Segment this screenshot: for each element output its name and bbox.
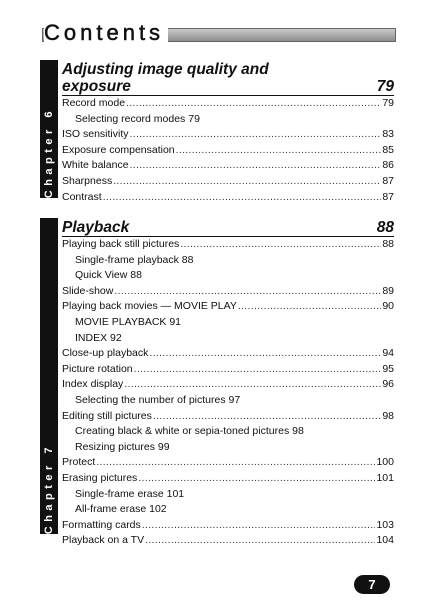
page-number-badge: 7 — [354, 575, 390, 594]
chapter-6-entries — [62, 96, 394, 205]
toc-leader-dots — [134, 362, 382, 378]
chapter-6-section — [40, 60, 394, 203]
toc-entry[interactable] — [62, 346, 394, 362]
chapter-7-page: 88 — [376, 219, 394, 236]
toc-entry[interactable] — [62, 377, 394, 393]
toc-entry-page: 103 — [376, 518, 394, 531]
chapter-7-title-line1: Playback — [62, 219, 130, 236]
toc-entry[interactable] — [62, 237, 394, 253]
toc-entry-page: 79 — [382, 97, 394, 109]
toc-entry-page: 90 — [382, 300, 394, 313]
toc-entry-label: Slide-show — [62, 284, 114, 297]
contents-title-wrap — [44, 20, 168, 46]
toc-entry-page: 104 — [376, 534, 394, 547]
toc-entry-label: Protect — [62, 456, 96, 469]
toc-entry[interactable] — [62, 284, 394, 300]
toc-subentry[interactable]: MOVIE PLAYBACK 91 — [75, 315, 182, 328]
toc-entry-label: Record mode — [62, 97, 126, 109]
toc-leader-dots — [126, 96, 381, 112]
toc-entry[interactable] — [62, 174, 394, 190]
toc-entry-page: 101 — [376, 471, 394, 484]
toc-entry-label: Playback on a TV — [62, 534, 145, 547]
toc-entry-label: ISO sensitivity — [62, 128, 129, 141]
toc-entry-page: 98 — [382, 409, 394, 422]
toc-entry[interactable] — [62, 362, 394, 378]
toc-entry[interactable] — [62, 143, 394, 159]
chapter-7-heading — [62, 219, 394, 237]
toc-entry-label: Playing back movies — MOVIE PLAY — [62, 300, 237, 313]
toc-entry-label: Exposure compensation — [62, 143, 175, 156]
toc-entry[interactable] — [62, 127, 394, 143]
toc-leader-dots — [145, 533, 375, 549]
toc-entry-page: 87 — [382, 174, 394, 187]
contents-title: Contents — [44, 20, 168, 45]
toc-entry-page: 87 — [382, 190, 394, 203]
toc-leader-dots — [149, 346, 381, 362]
toc-entry-page: 96 — [382, 378, 394, 391]
chapter-7-entries — [62, 237, 394, 549]
toc-leader-dots — [96, 455, 375, 471]
toc-entry[interactable] — [62, 518, 394, 534]
toc-subentry[interactable]: Creating black & white or sepia-toned pictures 98 — [75, 425, 304, 438]
toc-subentry[interactable]: Quick View 88 — [75, 269, 142, 282]
toc-entry-page: 86 — [382, 159, 394, 172]
toc-leader-dots — [130, 127, 382, 143]
toc-entry-label: Index display — [62, 378, 124, 391]
chapter-6-title-line1: Adjusting image quality and — [62, 61, 269, 78]
chapter-6-title-line2: exposure — [62, 78, 131, 95]
chapter-6-heading — [62, 61, 394, 96]
toc-entry-label: Picture rotation — [62, 362, 133, 375]
toc-subentry[interactable]: Selecting the number of pictures 97 — [75, 393, 241, 406]
toc-entry-label: Erasing pictures — [62, 471, 138, 484]
toc-leader-dots — [176, 143, 382, 159]
toc-entry[interactable] — [62, 471, 394, 487]
toc-leader-dots — [180, 237, 381, 253]
toc-entry-page: 100 — [376, 456, 394, 469]
toc-leader-dots — [114, 284, 381, 300]
toc-entry[interactable] — [62, 158, 394, 174]
toc-entry-page: 83 — [382, 128, 394, 141]
toc-entry[interactable] — [62, 409, 394, 425]
toc-entry-page: 85 — [382, 143, 394, 156]
toc-entry-page: 95 — [382, 362, 394, 375]
toc-entry-label: Contrast — [62, 190, 102, 203]
toc-subentry[interactable]: Resizing pictures 99 — [75, 440, 170, 453]
toc-leader-dots — [103, 190, 382, 206]
toc-entry[interactable] — [62, 455, 394, 471]
toc-subentry[interactable]: Selecting record modes 79 — [75, 112, 200, 125]
toc-leader-dots — [113, 174, 381, 190]
toc-subentry[interactable]: Single-frame playback 88 — [75, 253, 194, 266]
toc-subentry[interactable]: INDEX 92 — [75, 331, 122, 344]
toc-entry[interactable] — [62, 96, 394, 112]
toc-entry-label: White balance — [62, 159, 129, 172]
toc-leader-dots — [142, 518, 376, 534]
toc-leader-dots — [238, 299, 381, 315]
toc-entry-label: Formatting cards — [62, 518, 141, 531]
toc-leader-dots — [153, 409, 381, 425]
toc-entry[interactable] — [62, 190, 394, 206]
toc-entry-page: 94 — [382, 347, 394, 360]
toc-entry-page: 88 — [382, 238, 394, 250]
chapter-7-tab — [40, 218, 58, 534]
toc-entry-label: Close-up playback — [62, 347, 149, 360]
chapter-6-tab — [40, 60, 58, 198]
chapter-6-page: 79 — [376, 78, 394, 95]
chapter-6-tab-label: Chapter 6 — [43, 106, 55, 198]
contents-header — [42, 20, 396, 48]
toc-leader-dots — [138, 471, 375, 487]
toc-entry[interactable] — [62, 299, 394, 315]
chapter-7-tab-label: Chapter 7 — [43, 442, 55, 534]
toc-leader-dots — [130, 158, 382, 174]
toc-entry-label: Sharpness — [62, 174, 113, 187]
chapter-7-section — [40, 218, 394, 547]
toc-subentry[interactable]: All-frame erase 102 — [75, 503, 167, 516]
toc-leader-dots — [124, 377, 381, 393]
toc-entry-page: 89 — [382, 284, 394, 297]
toc-entry-label: Playing back still pictures — [62, 238, 180, 250]
toc-entry[interactable] — [62, 533, 394, 549]
toc-subentry[interactable]: Single-frame erase 101 — [75, 487, 185, 500]
toc-entry-label: Editing still pictures — [62, 409, 152, 422]
